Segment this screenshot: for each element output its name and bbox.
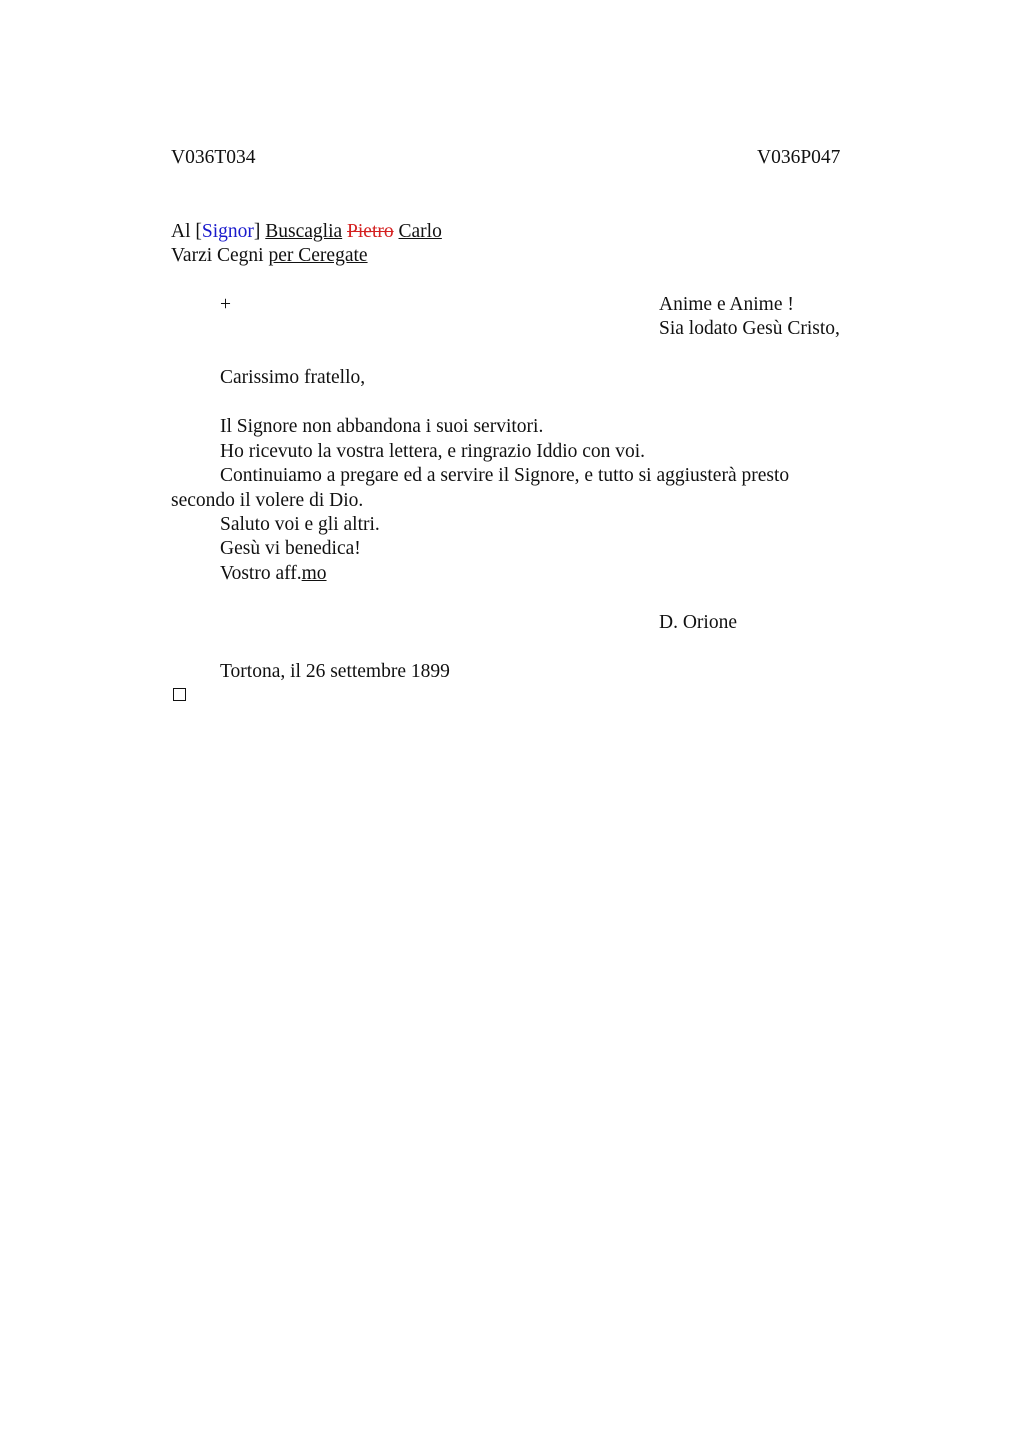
letter-line: Ho ricevuto la vostra lettera, e ringrazio Iddio con voi. (220, 441, 646, 462)
valediction-suffix: mo (301, 563, 327, 584)
cross-symbol: + (220, 294, 231, 315)
document-code-right: V036P047 (757, 147, 841, 168)
valediction (220, 562, 327, 586)
address-struck-name: Pietro (347, 221, 394, 242)
place-date: Tortona, il 26 settembre 1899 (220, 661, 450, 682)
signature: D. Orione (659, 612, 737, 633)
address-place: Varzi Cegni (171, 245, 269, 266)
address-prefix: Al [ (171, 221, 202, 242)
salutation: Carissimo fratello, (220, 367, 366, 388)
end-square-icon (173, 688, 186, 701)
address-surname: Buscaglia (265, 221, 343, 242)
address-line-2 (171, 244, 368, 268)
address-first-name: Carlo (398, 221, 442, 242)
address-destination: per Ceregate (268, 245, 368, 266)
letter-line: Gesù vi benedica! (220, 538, 361, 559)
motto-line-1: Anime e Anime ! (659, 294, 794, 315)
address-title-inserted: Signor (201, 221, 254, 242)
valediction-prefix: Vostro aff. (220, 563, 302, 584)
letter-paragraph: Continuiamo a pregare ed a servire il Signore, e tutto si aggiusterà presto secondo il volere di Dio. (171, 465, 790, 511)
letter-line: Il Signore non abbandona i suoi servitori. (220, 416, 544, 437)
letter-line: Saluto voi e gli altri. (220, 514, 380, 535)
motto-line-2: Sia lodato Gesù Cristo, (659, 318, 840, 339)
address-bracket-close: ] (253, 221, 266, 242)
address-line-1 (171, 220, 442, 244)
document-code-left: V036T034 (171, 147, 256, 168)
